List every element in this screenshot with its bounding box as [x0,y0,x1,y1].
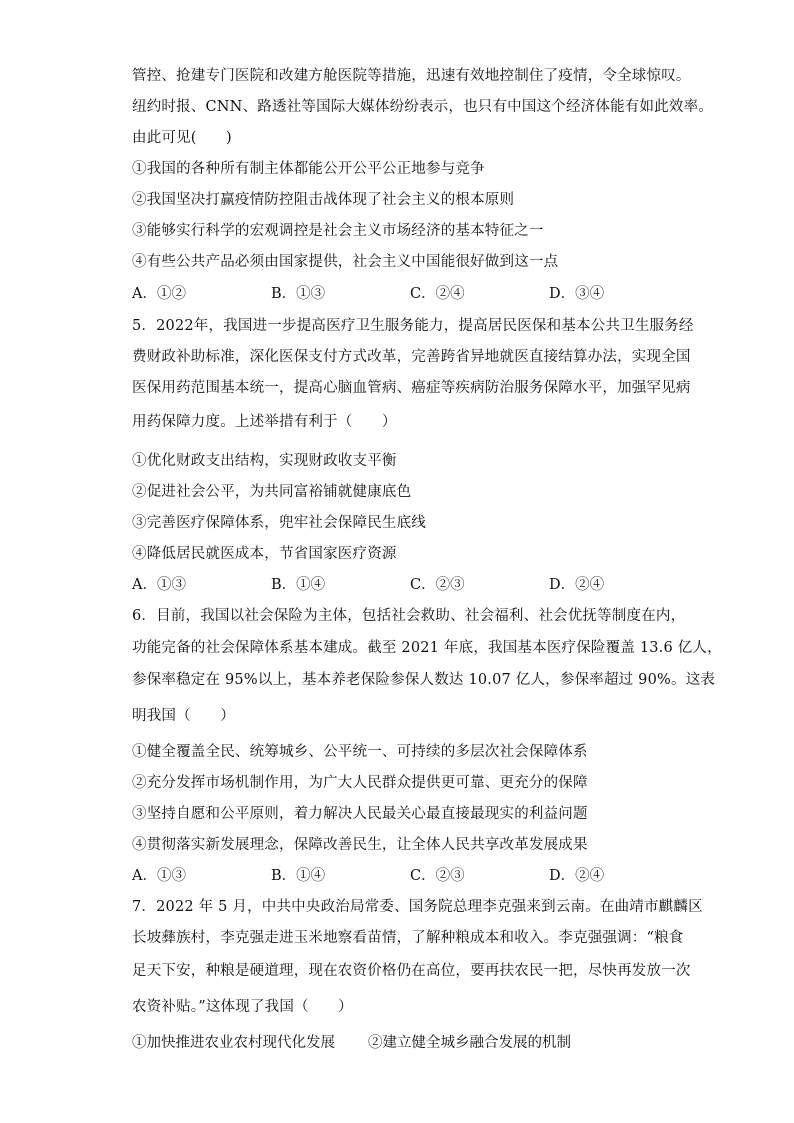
q5-statement-3: ③完善医疗保障体系，兜牢社会保障民生底线 [132,515,426,531]
q4-statement-3: ③能够实行科学的宏观调控是社会主义市场经济的基本特征之一 [132,223,544,239]
q5-option-a[interactable]: A．①③ [132,577,186,593]
q4-option-d[interactable]: D．③④ [549,286,605,302]
q5-stem-line-1: 5．2022年，我国进一步提高医疗卫生服务能力，提高居民医保和基本公共卫生服务经 [132,318,694,334]
q6-statement-1: ①健全覆盖全民、统筹城乡、公平统一、可持续的多层次社会保障体系 [132,744,588,760]
q6-statement-3: ③坚持自愿和公平原则，着力解决人民最关心最直接最现实的利益问题 [132,806,588,822]
q4-stem-line-1: 管控、抢建专门医院和改建方舱医院等措施，迅速有效地控制住了疫情，令全球惊叹。 [132,68,691,84]
q7-statements-row [132,1033,592,1053]
q5-stem-line-4: 用药保障力度。上述举措有利于（ ） [132,414,397,430]
q6-statement-2: ②充分发挥市场机制作用，为广大人民群众提供更可靠、更充分的保障 [132,775,588,791]
q4-option-b[interactable]: B．①③ [271,286,326,302]
q4-statement-4: ④有些公共产品必须由国家提供，社会主义中国能很好做到这一点 [132,254,559,270]
q5-statement-4: ④降低居民就医成本，节省国家医疗资源 [132,546,397,562]
q5-options [132,575,672,595]
q4-option-a[interactable]: A．①② [132,286,186,302]
q6-option-b[interactable]: B．①④ [271,868,326,884]
q5-statement-1: ①优化财政支出结构，实现财政收支平衡 [132,453,397,469]
q7-stem-line-1: 7．2022 年 5 月，中共中央政治局常委、国务院总理李克强来到云南。在曲靖市麒麟区 [132,899,703,915]
q6-option-d[interactable]: D．②④ [549,868,605,884]
q7-statement-2: ②建立健全城乡融合发展的机制 [368,1035,571,1051]
q7-stem-line-2: 长坡彝族村，李克强走进玉米地察看苗情，了解种粮成本和收入。李克强强调：“粮食 [132,930,684,946]
q4-stem-line-3: 由此可见( ) [132,130,232,146]
q7-statement-1: ①加快推进农业农村现代化发展 [132,1035,335,1051]
q4-options [132,284,672,304]
q6-options [132,866,672,886]
q4-statement-2: ②我国坚决打赢疫情防控阻击战体现了社会主义的根本原则 [132,192,515,208]
q4-statement-1: ①我国的各种所有制主体都能公开公平公正地参与竞争 [132,161,485,177]
q5-stem-line-2: 费财政补助标准，深化医保支付方式改革，完善跨省异地就医直接结算办法，实现全国 [132,349,691,365]
q4-option-c[interactable]: C．②④ [410,286,465,302]
q5-option-c[interactable]: C．②③ [410,577,465,593]
q6-option-a[interactable]: A．①③ [132,868,186,884]
q6-stem-line-1: 6．目前，我国以社会保险为主体，包括社会救助、社会福利、社会优抚等制度在内， [132,608,686,624]
q7-stem-line-4: 农资补贴。”这体现了我国（ ） [132,999,353,1015]
q5-stem-line-3: 医保用药范围基本统一，提高心脑血管病、癌症等疾病防治服务保障水平，加强罕见病 [132,380,691,396]
q5-statement-2: ②促进社会公平，为共同富裕铺就健康底色 [132,484,412,500]
q6-statement-4: ④贯彻落实新发展理念，保障改善民生，让全体人民共享改革发展成果 [132,837,588,853]
q6-stem-line-3: 参保率稳定在 95%以上，基本养老保险参保人数达 10.07 亿人，参保率超过 90%。这表 [132,672,716,688]
q5-option-b[interactable]: B．①④ [271,577,326,593]
q4-stem-line-2: 纽约时报、CNN、路透社等国际大媒体纷纷表示，也只有中国这个经济体能有如此效率。 [132,99,713,115]
q7-stem-line-3: 足天下安，种粮是硬道理，现在农资价格仍在高位，要再扶农民一把，尽快再发放一次 [132,963,691,979]
q6-stem-line-2: 功能完备的社会保障体系基本建成。截至 2021 年底，我国基本医疗保险覆盖 13.6 亿人， [132,640,722,656]
q6-option-c[interactable]: C．②③ [410,868,465,884]
q6-stem-line-4: 明我国（ ） [132,708,235,724]
q5-option-d[interactable]: D．②④ [549,577,605,593]
